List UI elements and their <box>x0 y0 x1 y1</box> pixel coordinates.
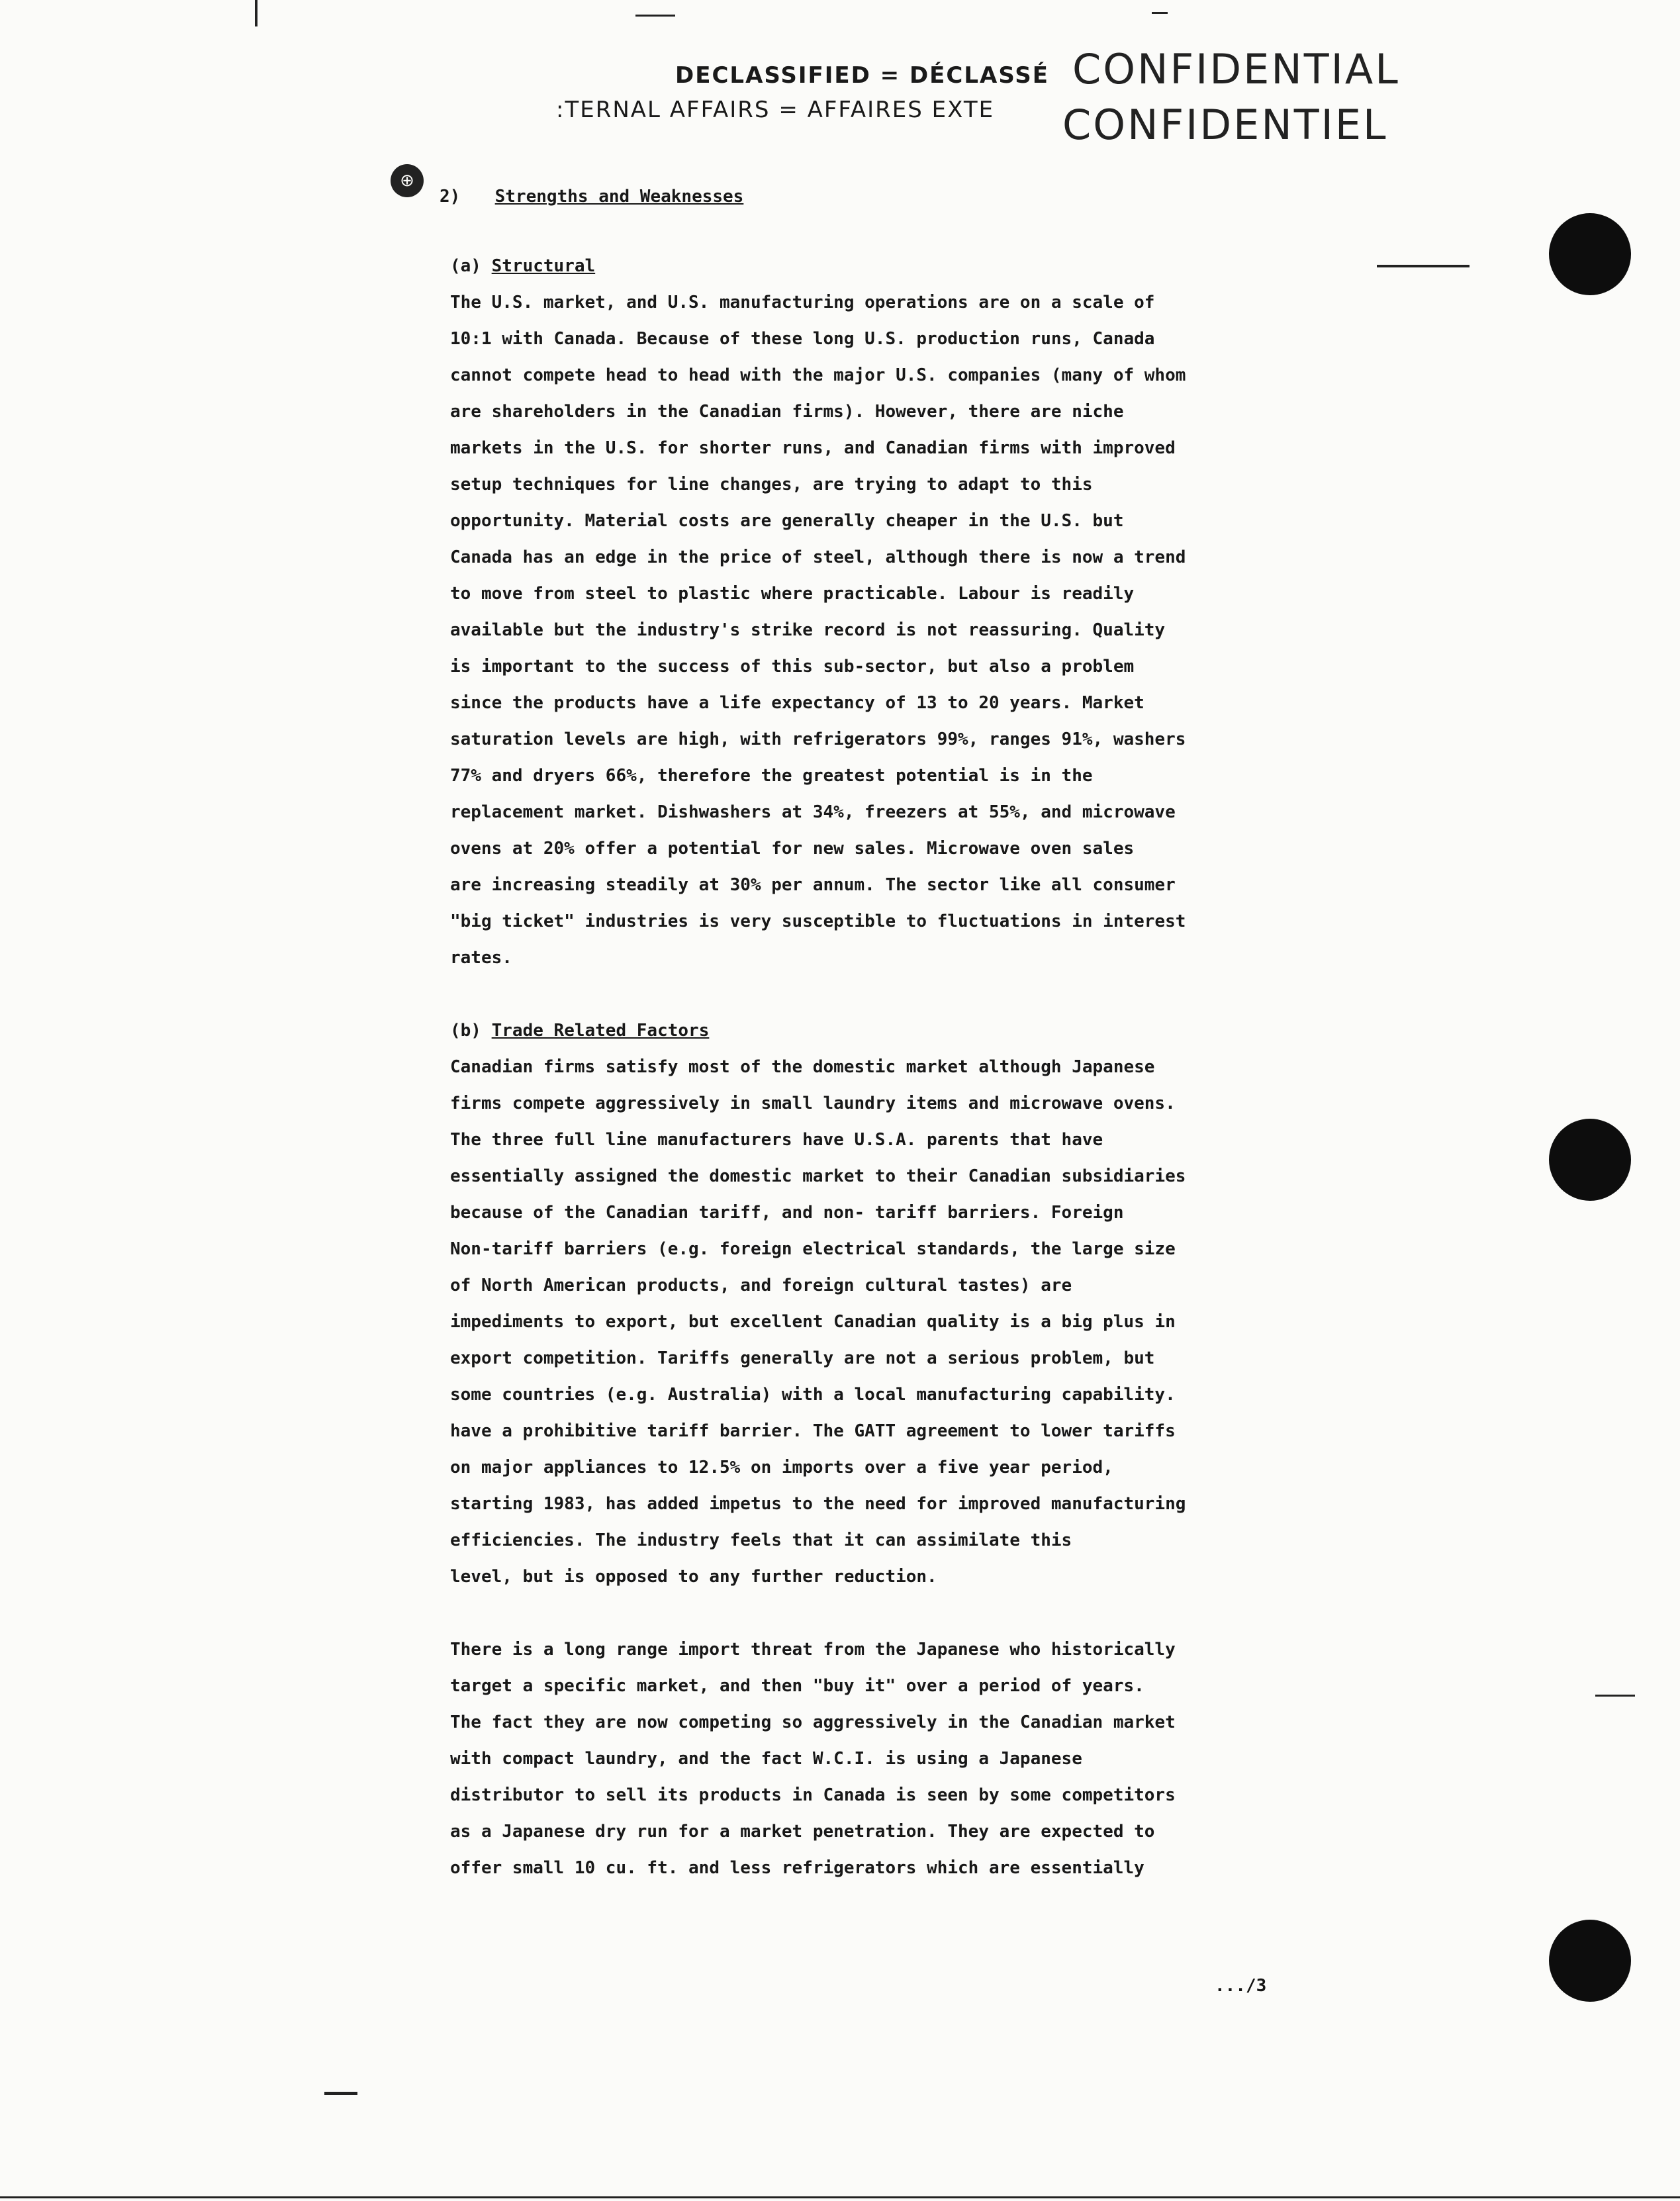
external-affairs-text: :TERNAL AFFAIRS = AFFAIRES EXTE <box>556 97 995 123</box>
section-heading <box>440 179 1337 215</box>
scan-speck <box>1377 265 1470 267</box>
scan-speck <box>0 2196 1680 2198</box>
confidential-en-stamp: CONFIDENTIAL <box>1072 45 1400 93</box>
punch-hole <box>1549 1920 1631 2002</box>
paragraph-gap <box>397 1595 1337 1632</box>
trade-heading <box>450 1013 1337 1049</box>
scan-speck <box>1595 1695 1635 1697</box>
punch-hole <box>1549 1119 1631 1201</box>
confidential-fr-stamp: CONFIDENTIEL <box>1062 101 1388 149</box>
trade-title: Trade Related Factors <box>491 1021 710 1041</box>
document-body <box>397 179 1337 1887</box>
circled-mark-icon: ⊕ <box>391 164 424 197</box>
scan-speck <box>324 2092 357 2095</box>
section-number: 2) <box>440 187 461 207</box>
structural-title: Structural <box>491 256 596 276</box>
structural-paragraph: The U.S. market, and U.S. manufacturing operations are on a scale of 10:1 with Canada. Because of these long U.S. production runs, Canada cannot compete head to head with the major U.S. companies (many of whom are shareholders in the Canadian firms). However, there are niche markets in the U.S. for shorter runs, and Canadian firms with improved setup techniques for line changes, are trying to adapt to this opportunity. Material costs are generally cheaper in the U.S. but Canada has an edge in the price of steel, although there is now a trend to move from steel to plastic where practicable. Labour is readily available but the industry's strike record is not reassuring. Quality is important to the success of this sub-sector, but also a problem since the products have a life expectancy of 13 to 20 years. Market saturation levels are high, with refrigerators 99%, ranges 91%, washers 77% and dryers 66%, therefore the greatest potential is in the replacement market. Dishwashers at 34%, freezers at 55%, and microwave ovens at 20% offer a potential for new sales. Microwave oven sales are increasing steadily at 30% per annum. The sector like all consumer "big ticket" industries is very susceptible to fluctuations in interest rates. <box>450 293 1186 968</box>
scan-speck <box>1152 12 1168 14</box>
declassified-text: DECLASSIFIED = DÉCLASSÉ <box>675 62 1050 89</box>
import-threat-paragraph: There is a long range import threat from the Japanese who historically target a specific market, and then "buy it" over a period of years. The fact they are now competing so aggressively in the Canadian market with compact laundry, and the fact W.C.I. is using a Japanese distributor to sell its products in Canada is seen by some competitors as a Japanese dry run for a market penetration. They are expected to offer small 10 cu. ft. and less refrigerators which are essentially <box>450 1640 1176 1878</box>
punch-hole <box>1549 213 1631 295</box>
trade-label: (b) <box>450 1021 481 1041</box>
declassification-stamp <box>556 40 1430 172</box>
page-continuation-marker: .../3 <box>1215 1976 1267 1996</box>
scan-speck <box>635 15 675 17</box>
scan-speck <box>255 0 257 26</box>
trade-paragraph: Canadian firms satisfy most of the domestic market although Japanese firms compete aggressively in small laundry items and microwave ovens. The three full line manufacturers have U.S.A. parents that have essentially assigned the domestic market to their Canadian subsidiaries because of the Canadian tariff, and non- tariff barriers. Foreign Non-tariff barriers (e.g. foreign electrical standards, the large size of North American products, and foreign cultural tastes) are impediments to export, but excellent Canadian quality is a big plus in export competition. Tariffs generally are not a serious problem, but some countries (e.g. Australia) with a local manufacturing capability. have a prohibitive tariff barrier. The GATT agreement to lower tariffs on major appliances to 12.5% on imports over a five year period, starting 1983, has added impetus to the need for improved manufacturing efficiencies. The industry feels that it can assimilate this level, but is opposed to any further reduction. <box>450 1057 1186 1587</box>
structural-label: (a) <box>450 256 481 276</box>
paragraph-gap <box>397 976 1337 1013</box>
section-title: Strengths and Weaknesses <box>494 187 744 207</box>
structural-heading <box>450 248 1337 285</box>
